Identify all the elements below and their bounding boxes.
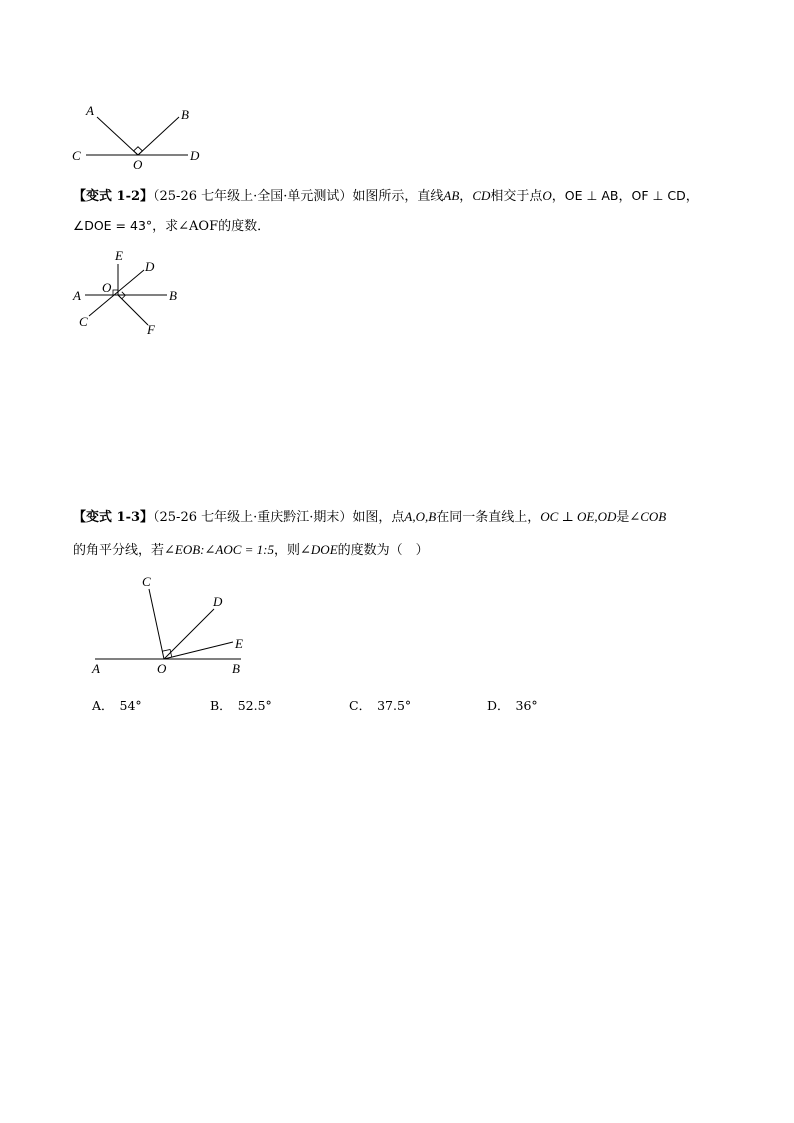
figure-intersecting-lines: [65, 245, 195, 345]
option-letter: C．: [349, 698, 372, 713]
figure-bisector: [85, 570, 260, 680]
figure-3-svg: [85, 570, 260, 680]
option-c[interactable]: [349, 696, 411, 714]
option-d[interactable]: [487, 696, 538, 714]
punctuation: ，: [618, 189, 632, 204]
ray-oa: [97, 117, 138, 155]
question-text: 如图，点: [352, 510, 405, 525]
ray-ob: [138, 117, 179, 155]
math-cd: CD: [472, 188, 491, 203]
option-letter: D．: [487, 698, 510, 713]
question-source: （25-26 七年级上·重庆黔江·期末）: [153, 510, 353, 525]
label-e: E: [115, 248, 123, 263]
label-b: B: [232, 661, 240, 676]
punctuation: ，: [685, 189, 699, 204]
question-text: ，求∠AOF的度数．: [152, 219, 271, 234]
option-value: 52.5°: [237, 698, 272, 713]
math-angle-doe: ∠DOE: [300, 542, 338, 557]
label-o: O: [133, 157, 143, 172]
figure-angle-aob: [70, 100, 220, 175]
label-a: A: [92, 661, 100, 676]
math-angle-cob: ∠COB: [629, 509, 667, 524]
label-f: F: [147, 322, 155, 337]
question-text: 的度数为（ ）: [337, 543, 429, 558]
label-o: O: [157, 661, 167, 676]
math-condition: OE ⊥ AB: [564, 188, 619, 203]
ray-od: [164, 609, 214, 659]
question-text: 相交于点: [490, 189, 543, 204]
label-a: A: [73, 288, 81, 303]
figure-1-svg: [70, 100, 220, 175]
label-e: E: [235, 636, 243, 651]
question-1-2-line-1: [73, 186, 699, 207]
math-angle-doe: ∠DOE = 43°: [73, 218, 153, 233]
math-points: A,O,B: [404, 509, 437, 524]
option-value: 54°: [119, 698, 142, 713]
question-tag: 【变式 1-3】: [73, 510, 154, 525]
line-cd: [89, 270, 144, 316]
figure-2-svg: [65, 245, 195, 345]
math-o: O: [542, 188, 552, 203]
option-letter: A．: [92, 698, 114, 713]
option-value: 37.5°: [377, 698, 412, 713]
punctuation: ，: [459, 189, 473, 204]
question-text: 如图所示，直线: [352, 189, 444, 204]
label-d: D: [213, 594, 223, 609]
label-b: B: [181, 107, 189, 122]
question-source: （25-26 七年级上·全国·单元测试）: [153, 189, 353, 204]
question-1-2-line-2: [73, 216, 270, 237]
option-letter: B．: [210, 698, 232, 713]
label-c: C: [79, 314, 88, 329]
math-condition: OF ⊥ CD: [631, 188, 686, 203]
question-text: 的角平分线，若: [73, 543, 165, 558]
question-tag: 【变式 1-2】: [73, 189, 154, 204]
question-text: 在同一条直线上，: [436, 510, 541, 525]
ray-of: [118, 295, 148, 325]
label-b: B: [169, 288, 177, 303]
label-a: A: [86, 103, 94, 118]
question-1-3-line-1: [73, 507, 666, 528]
ray-oc: [149, 589, 164, 659]
punctuation: ，: [551, 189, 565, 204]
label-c: C: [72, 148, 81, 163]
question-text: 是: [616, 510, 630, 525]
math-ab: AB: [443, 188, 460, 203]
math-condition: OC ⊥ OE,OD: [540, 509, 617, 524]
option-a[interactable]: [92, 696, 142, 714]
label-o: O: [102, 280, 112, 295]
label-d: D: [145, 259, 155, 274]
label-c: C: [142, 574, 151, 589]
option-value: 36°: [515, 698, 538, 713]
label-d: D: [190, 148, 200, 163]
ray-oe: [164, 642, 233, 659]
right-angle-mark: [134, 147, 143, 155]
math-ratio: ∠EOB:∠AOC = 1:5: [164, 542, 275, 557]
question-1-3-line-2: [73, 540, 429, 561]
option-b[interactable]: [210, 696, 272, 714]
question-text: ，则: [274, 543, 301, 558]
